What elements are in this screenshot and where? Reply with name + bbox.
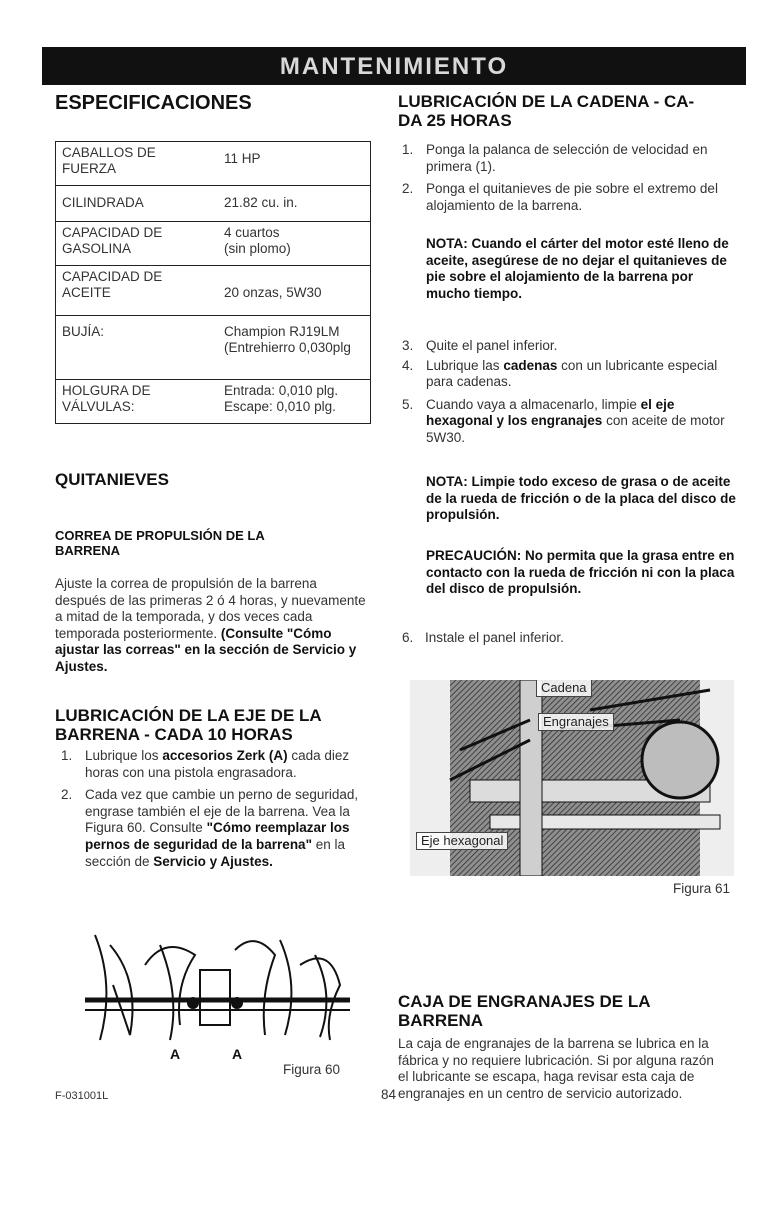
list-item [55, 787, 373, 870]
section-banner: MANTENIMIENTO [42, 47, 746, 85]
spec-row [56, 266, 371, 316]
spec-value: 21.82 cu. in. [218, 186, 371, 222]
step-text: con un lubricante especial para cadenas. [426, 357, 718, 390]
spec-label: HOLGURA DE VÁLVULAS: [62, 383, 151, 414]
step-6 [402, 630, 564, 647]
step-text: con aceite de motor 5W30. [426, 413, 725, 445]
fig60-label-a: A [232, 1046, 243, 1062]
list-item [396, 338, 736, 355]
spec-value: 4 cuartos (sin plomo) [218, 222, 371, 266]
step-number: 3. [402, 338, 414, 353]
fig60-label-a: A [170, 1046, 181, 1062]
caja-title: CAJA DE ENGRANAJES DE LA BARRENA [398, 992, 651, 1030]
step-text: Ponga la palanca de selección de velocidad en primera (1). [426, 142, 708, 174]
step-text: Quite el panel inferior. [426, 338, 558, 353]
correa-text: Ajuste la correa de propulsión de la barrena después de las primeras 2 ó 4 horas, y nuevamente a mitad de la temporada, y dos veces cada temporada posteriormente. [55, 576, 366, 641]
spec-value: Champion RJ19LM (Entrehierro 0,030plg [218, 316, 371, 380]
step-bold: Servicio y Ajustes. [153, 853, 273, 869]
spec-label: CAPACIDAD DE GASOLINA [56, 222, 219, 266]
eje-steps [55, 748, 373, 876]
correa-paragraph [55, 576, 370, 676]
step-bold: accesorios Zerk (A) [162, 748, 288, 763]
quitanieves-title: QUITANIEVES [55, 470, 169, 489]
step-text: Lubrique las [426, 357, 504, 373]
step-bold: cadenas [503, 357, 558, 373]
correa-reference: (Consulte "Cómo ajustar las correas" en la sección de Servicio y Ajustes. [55, 625, 357, 674]
page-number: 84 [381, 1087, 397, 1102]
cadena-steps-a [396, 142, 736, 220]
step-bold: el eje hexagonal y los engranajes [426, 396, 675, 429]
fig61-label-eje: Eje hexagonal [416, 832, 508, 850]
spec-label: BUJÍA: [56, 316, 219, 380]
step-number: 2. [402, 181, 414, 197]
spec-value: Entrada: 0,010 plg. Escape: 0,010 plg. [224, 383, 339, 414]
fig61-label-cadena: Cadena [536, 680, 592, 697]
nota-grasa: NOTA: Limpie todo exceso de grasa o de aceite de la rueda de fricción o de la placa del disco de propulsión. [426, 474, 736, 523]
spec-label: CABALLOS DE FUERZA [56, 142, 219, 186]
spec-label: CILINDRADA [56, 186, 219, 222]
step-bold: "Cómo reemplazar los pernos de seguridad de la barrena" [85, 820, 350, 852]
step-text: Cuando vaya a almacenarlo, limpie [426, 396, 641, 412]
spec-row [56, 380, 371, 424]
list-item [396, 358, 736, 391]
correa-title: CORREA DE PROPULSIÓN DE LA BARRENA [55, 528, 265, 558]
fig61-caption: Figura 61 [673, 881, 731, 896]
list-item [396, 142, 736, 175]
specs-title: ESPECIFICACIONES [55, 92, 252, 114]
step-number: 4. [402, 357, 414, 373]
spec-value: 20 onzas, 5W30 [218, 266, 371, 316]
eje-title: LUBRICACIÓN DE LA EJE DE LA BARRENA - CADA 10 HORAS [55, 706, 322, 744]
step-number: 1. [61, 748, 73, 763]
step-text: cada diez horas con una pistola engrasadora. [85, 748, 350, 780]
cadena-title: LUBRICACIÓN DE LA CADENA - CA- DA 25 HORAS [398, 92, 695, 130]
precaucion: PRECAUCIÓN: No permita que la grasa entre en contacto con la rueda de fricción ni con la placa del disco de propulsión. [426, 548, 735, 597]
step-number: 1. [402, 142, 414, 157]
step-text: Ponga el quitanieves de pie sobre el extremo del alojamiento de la barrena. [426, 181, 718, 213]
fig61-label-engranajes: Engranajes [538, 713, 614, 731]
nota-carter: NOTA: Cuando el cárter del motor esté lleno de aceite, asegúrese de no dejar el quitanieves de pie sobre el alojamiento de la barrena por mucho tiempo. [426, 236, 729, 301]
step-text: Cada vez que cambie un perno de seguridad, engrase también el eje de la barrena. Vea la Figura 60. Consulte [85, 787, 359, 836]
spec-row [56, 222, 371, 266]
cadena-steps-b [396, 338, 736, 453]
figure-61-photo [410, 680, 734, 876]
list-item [396, 181, 736, 214]
spec-row [56, 186, 371, 222]
doc-code: F-031001L [55, 1090, 109, 1102]
fig60-caption: Figura 60 [283, 1062, 341, 1077]
list-item [396, 397, 736, 447]
step-text: Instale el panel inferior. [425, 630, 564, 645]
spec-row [56, 142, 371, 186]
step-text: en la sección de [85, 836, 345, 869]
figure-60-illustration [85, 925, 350, 1045]
step-number: 5. [402, 396, 414, 412]
specs-table [55, 141, 371, 424]
step-number: 2. [61, 787, 73, 803]
list-item [55, 748, 373, 781]
spec-row [56, 316, 371, 380]
step-text: Lubrique los [85, 748, 163, 763]
spec-value: 11 HP [218, 142, 371, 186]
step-number: 6. [402, 630, 414, 645]
spec-label: CAPACIDAD DE ACEITE [56, 266, 219, 316]
caja-text: La caja de engranajes de la barrena se lubrica en la fábrica y no requiere lubricación. Si por alguna razón el lubricante se escapa, haga revisar esta caja de engranajes en un centro de servicio autorizado. [398, 1036, 714, 1101]
